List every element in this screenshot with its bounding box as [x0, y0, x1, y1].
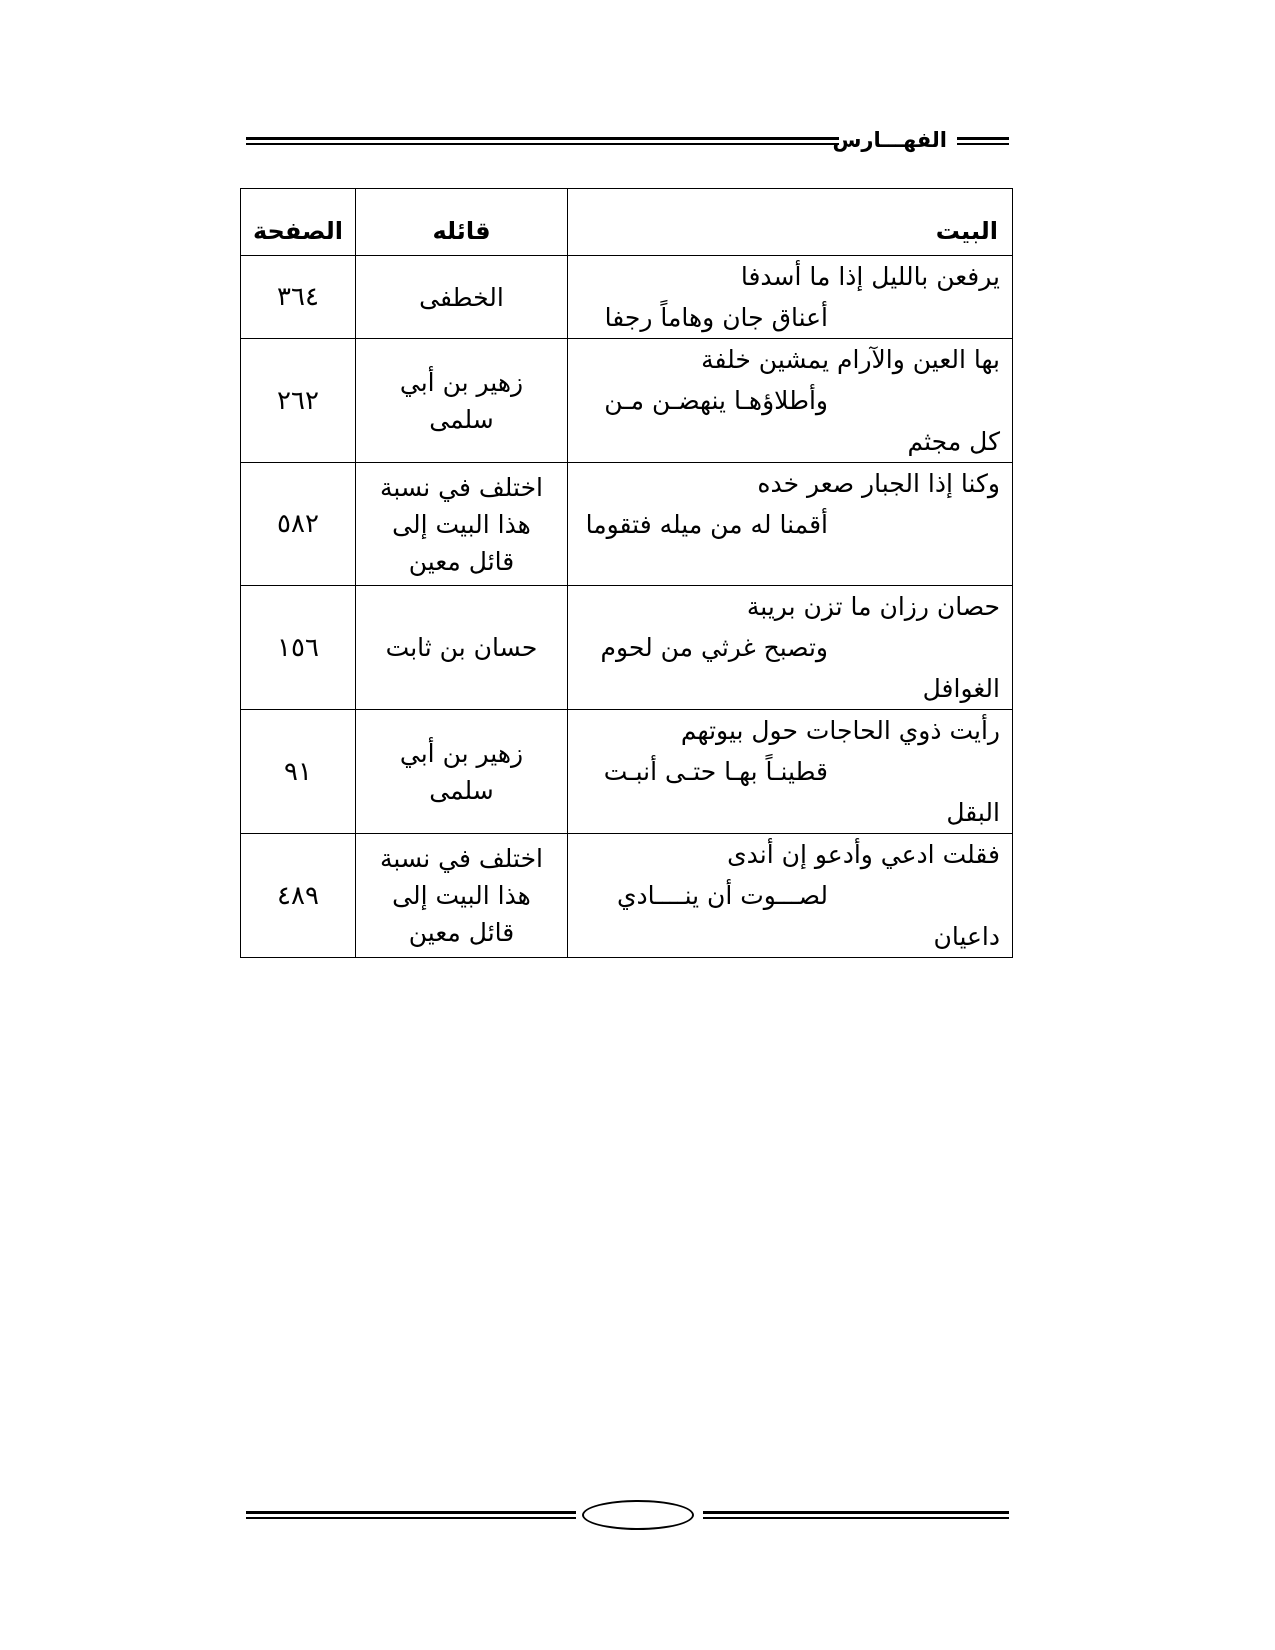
page-number: ١٥٦	[277, 632, 319, 663]
page-footer-ornament	[246, 1500, 1009, 1532]
footer-rule-right	[703, 1511, 1009, 1520]
header-rule-left	[246, 137, 839, 146]
verse-cell	[568, 339, 1013, 463]
page-number: ٣٦٤	[277, 282, 319, 312]
verse-line: أعناق جان وهاماً رجفا	[604, 303, 828, 332]
poet-cell	[356, 256, 568, 339]
page-number: ٢٦٢	[277, 385, 319, 416]
page-cell	[241, 586, 356, 710]
poet-cell	[356, 710, 568, 834]
verse-line: كل مجثم	[907, 427, 1000, 456]
table-row	[241, 339, 1013, 463]
table-row	[241, 710, 1013, 834]
verse-line: لصـــوت أن ينــــادي	[616, 881, 828, 910]
running-header	[246, 128, 1009, 156]
table-row	[241, 463, 1013, 586]
verse-line: وأطلاؤهـا ينهضـن مـن	[604, 386, 828, 415]
page-cell	[241, 256, 356, 339]
verse-line: داعيان	[933, 922, 1000, 951]
column-header-verse: البيت	[568, 189, 1013, 256]
verse-line: أقمنا له من ميله فتقوما	[585, 510, 828, 539]
poet-cell	[356, 339, 568, 463]
poet-cell	[356, 834, 568, 958]
verse-cell	[568, 710, 1013, 834]
page-cell	[241, 710, 356, 834]
verse-line: قطينـاً بهـا حتـى أنبـت	[603, 757, 828, 786]
poet-name: زهير بن أبي سلمى	[399, 367, 524, 434]
table-row	[241, 834, 1013, 958]
poet-name: حسان بن ثابت	[385, 633, 538, 662]
column-header-page: الصفحة	[241, 189, 356, 256]
page-number: ٥٨٢	[277, 509, 319, 539]
table-header-row	[241, 189, 1013, 256]
verse-line: بها العين والآرام يمشين خلفة	[701, 345, 1000, 374]
verse-line: حصان رزان ما تزن بريبة	[746, 592, 1000, 621]
poet-name: اختلف في نسبة هذا البيت إلى قائل معين	[380, 844, 543, 947]
table-row	[241, 256, 1013, 339]
verse-line: الغوافل	[922, 674, 1000, 703]
verse-line: رأيت ذوي الحاجات حول بيوتهم	[680, 716, 1000, 745]
verse-cell	[568, 463, 1013, 586]
verse-index-table	[240, 188, 1013, 958]
running-header-title: الفهـــارس	[832, 128, 947, 152]
verse-line: وكنا إذا الجبار صعر خده	[757, 469, 1000, 498]
verse-cell	[568, 256, 1013, 339]
page-cell	[241, 463, 356, 586]
page-number-oval	[582, 1500, 694, 1530]
page-cell	[241, 339, 356, 463]
poet-cell	[356, 586, 568, 710]
poet-cell	[356, 463, 568, 586]
column-header-poet: قائله	[356, 189, 568, 256]
verse-line: فقلت ادعي وأدعو إن أندى	[727, 840, 1000, 869]
table-row	[241, 586, 1013, 710]
verse-line: البقل	[946, 798, 1000, 827]
page-number: ٩١	[284, 756, 312, 787]
footer-rule-left	[246, 1511, 576, 1520]
poet-name: زهير بن أبي سلمى	[399, 738, 524, 805]
verse-cell	[568, 834, 1013, 958]
header-rule-right	[957, 137, 1009, 146]
verse-line: يرفعن بالليل إذا ما أسدفا	[740, 262, 1000, 291]
page-number: ٤٨٩	[277, 880, 319, 911]
page-cell	[241, 834, 356, 958]
verse-line: وتصبح غرثي من لحوم	[600, 633, 828, 662]
poet-name: اختلف في نسبة هذا البيت إلى قائل معين	[380, 472, 543, 576]
verse-cell	[568, 586, 1013, 710]
poet-name: الخطفى	[419, 282, 504, 312]
